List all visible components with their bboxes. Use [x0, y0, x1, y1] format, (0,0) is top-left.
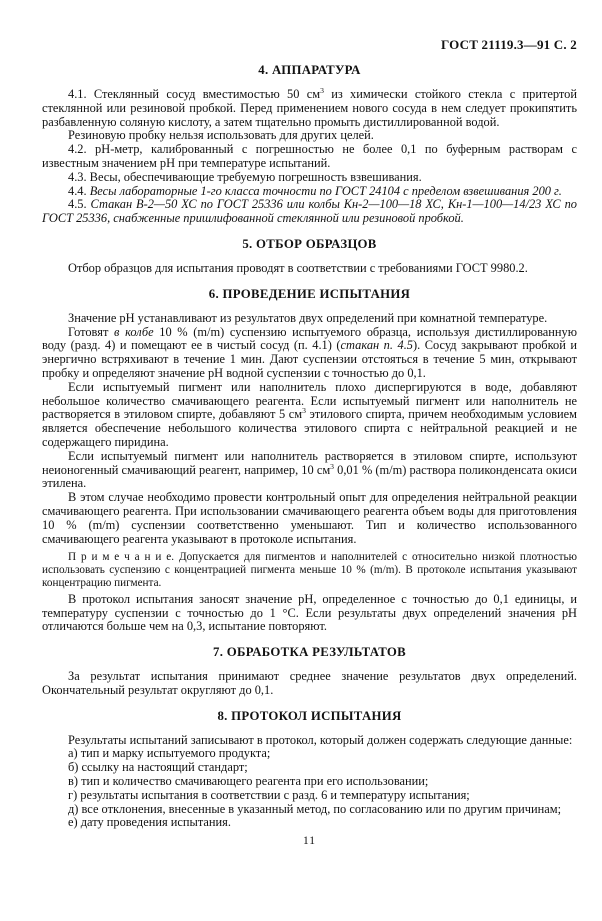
text-run: ). Сосуд закрывают пробкой и энергично встряхивают в течение 1 мин. Дают суспензии отстояться в течение 5 мин, открывают пробку и определяют значение pH водной суспензии с точностью до 0,1.: [42, 338, 577, 380]
text-run: Значение pH устанавливают из результатов двух определений при комнатной температуре.: [68, 310, 548, 325]
section-heading: 6. ПРОВЕДЕНИЕ ИСПЫТАНИЯ: [208, 286, 411, 301]
paragraph: [42, 381, 577, 450]
text-run: б) ссылку на настоящий стандарт;: [68, 760, 248, 775]
text-run: этилового спирта, причем необходимым условием является обеспечение небольшого количества этилового спирта с нейтральной реакцией и не содержащего пиридина.: [42, 407, 577, 449]
paragraph: [42, 143, 577, 171]
paragraph: [42, 171, 577, 185]
text-run: а) тип и марку испытуемого продукта;: [68, 746, 271, 761]
text-run: из химически стойкого стекла с притертой стеклянной или резиновой пробкой. Перед применением нового сосуда в нем следует прокипятить разбавленную соляную кислоту, а затем тщательно промыть дистиллированной водой.: [42, 87, 577, 129]
text-run: В протокол испытания заносят значение pH, определенное с точностью до 0,1 единицы, и температуру суспензии с точностью до 1 °С. Если результаты двух определений значения pH отличаются больше чем на 0,3, испытание повторяют.: [42, 591, 577, 634]
section-heading: 7. ОБРАБОТКА РЕЗУЛЬТАТОВ: [213, 645, 406, 660]
list-item: [42, 775, 577, 789]
text-run: г) результаты испытания в соответствии с разд. 6 и температуру испытания;: [68, 787, 470, 802]
list-item: [42, 789, 577, 803]
list-item: [42, 816, 577, 830]
paragraph: [42, 262, 577, 276]
text-run: Результаты испытаний записывают в протокол, который должен содержать следующие данные:: [68, 732, 573, 747]
text-run: П р и м е ч а н и е. Допускается для пигментов и наполнителей с относительно низкой плотностью использовать суспензию с концентрацией пигмента меньше 10 % (m/m). В протоколе испытания указывают концентрацию пигмента.: [42, 551, 577, 589]
note-paragraph: [42, 551, 577, 589]
paragraph: [42, 129, 577, 143]
section-heading: 4. АППАРАТУРА: [258, 63, 361, 77]
section-heading: 5. ОТБОР ОБРАЗЦОВ: [242, 236, 377, 251]
document-content: [42, 63, 577, 830]
text-run: стакан п. 4.5: [340, 338, 414, 353]
text-run: 4.3. Весы, обеспечивающие требуемую погрешность взвешивания.: [68, 169, 422, 184]
list-item: [42, 761, 577, 775]
text-run: 4.1. Стеклянный сосуд вместимостью 50 см: [68, 87, 321, 101]
paragraph: [42, 85, 577, 129]
text-run: Если испытуемый пигмент или наполнитель растворяется в этиловом спирте, используют неионогенный смачивающий реагент, например, 10 см: [42, 448, 577, 477]
text-run: 4.2. pH-метр, калиброванный с погрешностью не более 0,1 по буферным растворам с известным значением pH при температуре испытаний.: [42, 142, 577, 170]
paragraph: [42, 326, 577, 381]
text-run: 4.5.: [68, 197, 91, 212]
paragraph: [42, 491, 577, 546]
document-header: ГОСТ 21119.3—91 С. 2: [441, 37, 577, 52]
text-run: 4.4.: [68, 183, 90, 198]
paragraph: [42, 312, 577, 326]
text-run: Весы лабораторные 1-го класса точности по ГОСТ 24104 с пределом взвешивания 200 г.: [89, 183, 562, 198]
text-run: В этом случае необходимо провести контрольный опыт для определения нейтральной реакции смачивающего реагента. При использовании смачивающего реагента объем воды для приготовления 10 % (m/m) суспензии соответственно уменьшают. Тип и количество использованного смачивающего реагента указывают в протоколе испытания.: [42, 490, 577, 546]
text-run: в) тип и количество смачивающего реагента при его использовании;: [68, 774, 429, 789]
text-run: е) дату проведения испытания.: [68, 815, 231, 830]
paragraph: [42, 734, 577, 748]
paragraph: [42, 450, 577, 491]
paragraph: [42, 185, 577, 199]
paragraph: [42, 198, 577, 226]
paragraph: [42, 670, 577, 698]
list-item: [42, 747, 577, 761]
superscript: 3: [320, 85, 324, 95]
text-run: Готовят: [68, 324, 115, 339]
text-run: 10 % (m/m) суспензию испытуемого образца, используя дистиллированную воду (разд. 4) и помещают ее в чистый сосуд (п. 4.1) (: [42, 324, 577, 353]
superscript: 3: [330, 461, 335, 471]
text-run: в колбе: [114, 324, 154, 339]
list-item: [42, 803, 577, 817]
text-run: д) все отклонения, внесенные в указанный метод, по согласованию или по другим причинам;: [68, 801, 562, 816]
text-run: Отбор образцов для испытания проводят в соответствии с требованиями ГОСТ 9980.2.: [68, 260, 528, 275]
superscript: 3: [302, 406, 306, 416]
text-run: Резиновую пробку нельзя использовать для других целей.: [68, 128, 374, 143]
text-run: За результат испытания принимают среднее значение результатов двух определений. Окончательный результат округляют до 0,1.: [42, 669, 577, 697]
text-run: Стакан В-2—50 ХС по ГОСТ 25336 или колбы Кн-2—100—18 ХС, Кн-1—100—14/23 ХС по ГОСТ 25336, снабженные пришлифованной стеклянной или резиновой пробкой.: [42, 197, 578, 226]
paragraph: [42, 593, 577, 634]
text-run: Если испытуемый пигмент или наполнитель плохо диспергируются в воде, добавляют небольшое количество смачивающего реагента. Если испытуемый пигмент или наполнитель не растворяется в этиловом спирте, добавляют 5 см: [42, 379, 577, 422]
section-heading: 8. ПРОТОКОЛ ИСПЫТАНИЯ: [217, 708, 402, 723]
text-run: 0,01 % (m/m) раствора поликонденсата окиси этилена.: [42, 462, 577, 491]
page-number: 11: [302, 835, 317, 847]
